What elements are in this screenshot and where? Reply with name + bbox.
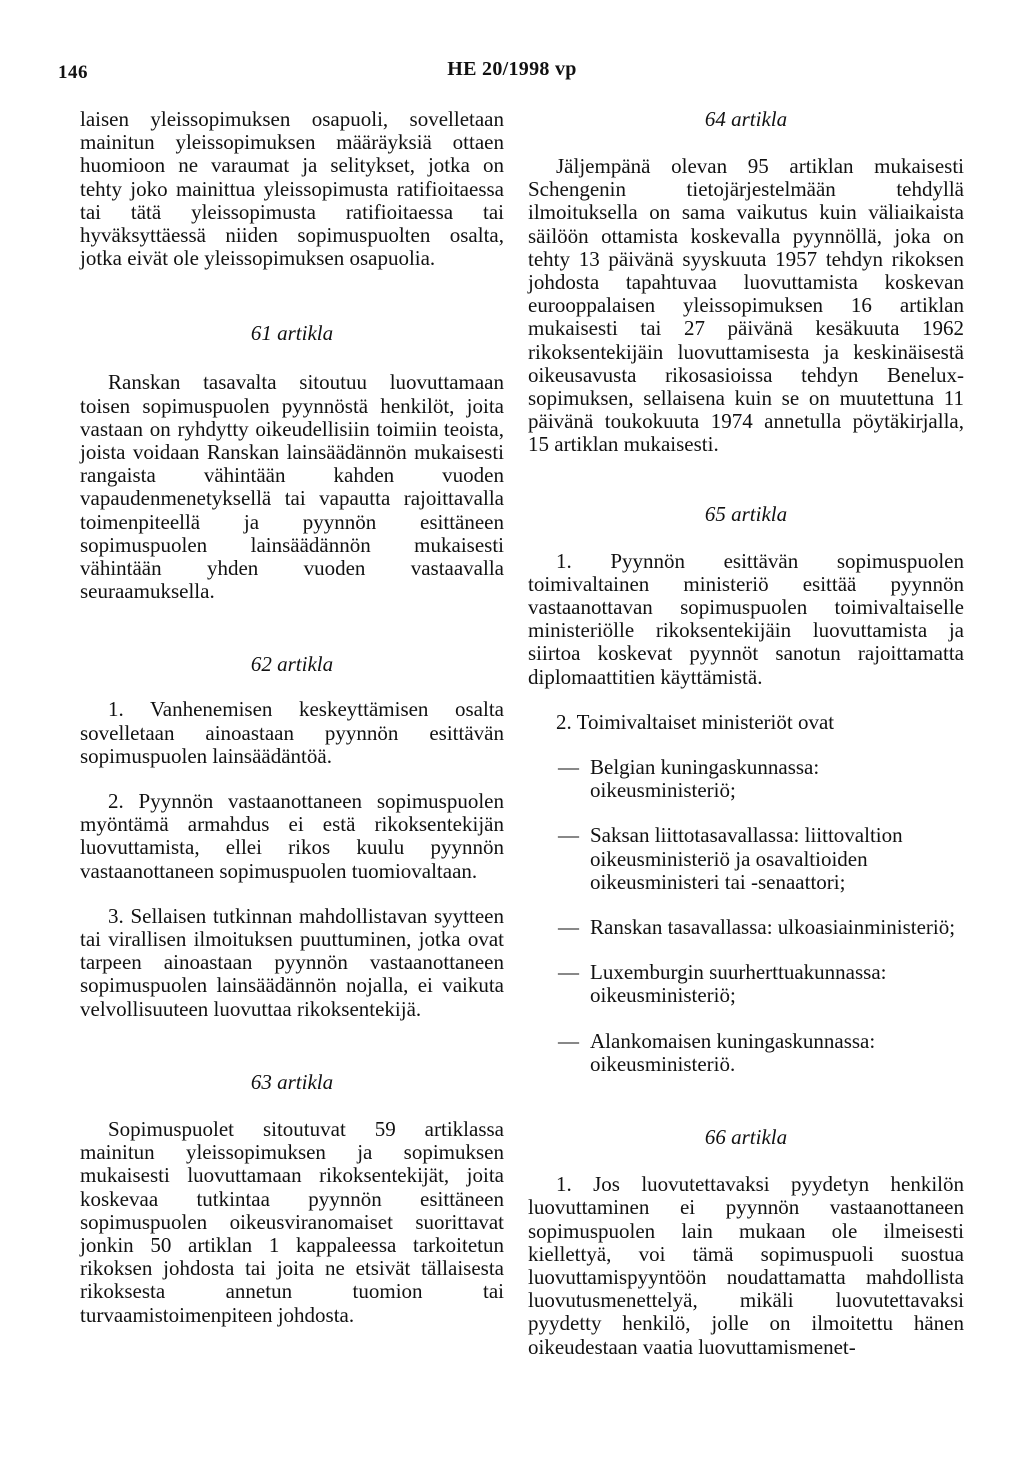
ministry-item-text: Luxemburgin suurherttuakunnassa: oikeusministeriö; [590, 960, 887, 1008]
ministry-list-item [528, 916, 964, 939]
article-61-heading: 61 artikla [250, 321, 334, 346]
article-63-paragraph: Sopimuspuolet sitoutuvat 59 artiklassa mainitun yleissopimuksen ja sopimuksen mukaisesti luovuttamaan rikoksentekijät, joita koskevaa tutkintaa pyynnön esittäneen sopimuspuolen oikeusviranomaiset suorittavat jonkin 50 artiklan 1 kappaleessa tarkoitetun rikoksen johdosta tai joita ne etsivät tällaisesta rikoksesta annetun tuomion tai turvaamistoimenpiteen johdosta. [80, 1116, 504, 1327]
article-62-paragraph-3: 3. Sellaisen tutkinnan mahdollistavan syytteen tai virallisen ilmoituksen puuttuminen, jotka ovat tarpeen ainoastaan pyynnön vastaanottaneen sopimuspuolen lainsäädännön nojalla, ei vaikuta velvollisuuteen luovuttaa rikoksentekijä. [80, 903, 504, 1021]
article-64-heading: 64 artikla [704, 107, 788, 131]
ministry-item-text: Ranskan tasavallassa: ulkoasiainministeriö; [590, 915, 956, 940]
right-column [528, 108, 964, 1359]
article-62-paragraph-2: 2. Pyynnön vastaanottaneen sopimuspuolen myöntämä armahdus ei estä rikoksentekijän luovuttamista, ellei rikos kuulu pyynnön vastaanottaneen sopimuspuolen tuomiovaltaan. [80, 789, 504, 883]
ministry-list-item [528, 756, 964, 802]
left-column [80, 108, 504, 1327]
article-62-heading: 62 artikla [250, 652, 334, 677]
dash-glyph: — [558, 915, 579, 940]
article-65-paragraph-1: 1. Pyynnön esittävän sopimuspuolen toimivaltainen ministeriö esittää pyynnön vastaanottavan sopimuspuolen toimivaltaiselle ministeriölle rikoksentekijäin luovuttamista ja siirtoa koskevat pyynnöt sanotun rajoittamatta diplomaattitien käyttämistä. [528, 548, 964, 689]
article-63-heading: 63 artikla [250, 1069, 334, 1094]
dash-glyph: — [558, 960, 579, 985]
running-head: HE 20/1998 vp [447, 58, 577, 80]
ministry-item-text: Saksan liittotasavallassa: liittovaltion oikeusministeriö ja osavaltioiden oikeusministeri tai -senaattori; [590, 823, 903, 894]
article-62-paragraph-1: 1. Vanhenemisen keskeyttämisen osalta sovelletaan ainoastaan pyynnön esittävän sopimuspuolen lainsäädäntöä. [80, 697, 504, 768]
ministry-item-text: Belgian kuningaskunnassa: oikeusministeriö; [590, 755, 820, 803]
dash-glyph: — [558, 1028, 579, 1053]
ministry-list-item [528, 1030, 964, 1076]
dash-glyph: — [558, 755, 579, 780]
ministry-item-text: Alankomaisen kuningaskunnassa: oikeusministeriö. [590, 1028, 876, 1076]
continuation-paragraph: laisen yleissopimuksen osapuoli, sovelletaan mainitun yleissopimuksen määräyksiä ottaen huomioon ne varaumat ja selitykset, jotka on tehty joko mainittua yleissopimusta ratifioitaessa tai tätä yleissopimusta ratifioitaessa tai hyväksyttäessä niiden sopimuspuolten osalta, jotka eivät ole yleissopimuksen osapuolia. [80, 107, 504, 271]
dash-glyph: — [558, 823, 579, 848]
article-65-paragraph-2: 2. Toimivaltaiset ministeriöt ovat [556, 709, 835, 734]
article-64-paragraph: Jäljempänä olevan 95 artiklan mukaisesti Schengenin tietojärjestelmään tehdyllä ilmoituksella on sama vaikutus kuin väliaikaista säilöön ottamista koskevalla pyynnöllä, joka on tehty 13 päivänä syyskuuta 1957 tehdyn rikoksen johdosta tapahtuvaa luovuttamista koskevan eurooppalaisen yleissopimuksen 16 artiklan mukaisesti tai 27 päivänä kesäkuuta 1962 rikoksentekijäin luovuttamisesta ja keskinäisestä oikeusavusta rikosasioissa tehdyn Benelux-sopimuksen, sellaisena kuin se on muutettuna 11 päivänä toukokuuta 1974 annetulla pöytäkirjalla, 15 artiklan mukaisesti. [528, 154, 964, 457]
article-66-heading: 66 artikla [704, 1125, 788, 1150]
page-number: 146 [58, 62, 88, 83]
article-65-heading: 65 artikla [704, 501, 788, 526]
ministry-list-item [528, 961, 964, 1007]
article-61-paragraph: Ranskan tasavalta sitoutuu luovuttamaan toisen sopimuspuolen pyynnöstä henkilöt, joita vastaan on ryhdytty oikeudellisiin toimiin teoista, joista voidaan Ranskan lainsäädännön mukaisesti rangaista vähintään kahden vuoden vapaudenmenetyksellä tai vapautta rajoittavalla toimenpiteellä ja pyynnön esittäneen sopimuspuolen lainsäädännön mukaisesti vähintään yhden vuoden vastaavalla seuraamuksella. [80, 370, 504, 604]
ministry-list-item [528, 824, 964, 894]
article-66-paragraph-1: 1. Jos luovutettavaksi pyydetyn henkilön luovuttaminen ei pyynnön vastaanottaneen sopimuspuolen lain mukaan ole ilmeisesti kiellettyä, voi tämä sopimuspuoli suostua luovuttamispyyntöön noudattamatta mahdollista luovutusmenettelyä, mikäli luovutettavaksi pyydetty henkilö, jolle on ilmoitettu hänen oikeudestaan vaatia luovuttamismenet- [528, 1172, 964, 1359]
